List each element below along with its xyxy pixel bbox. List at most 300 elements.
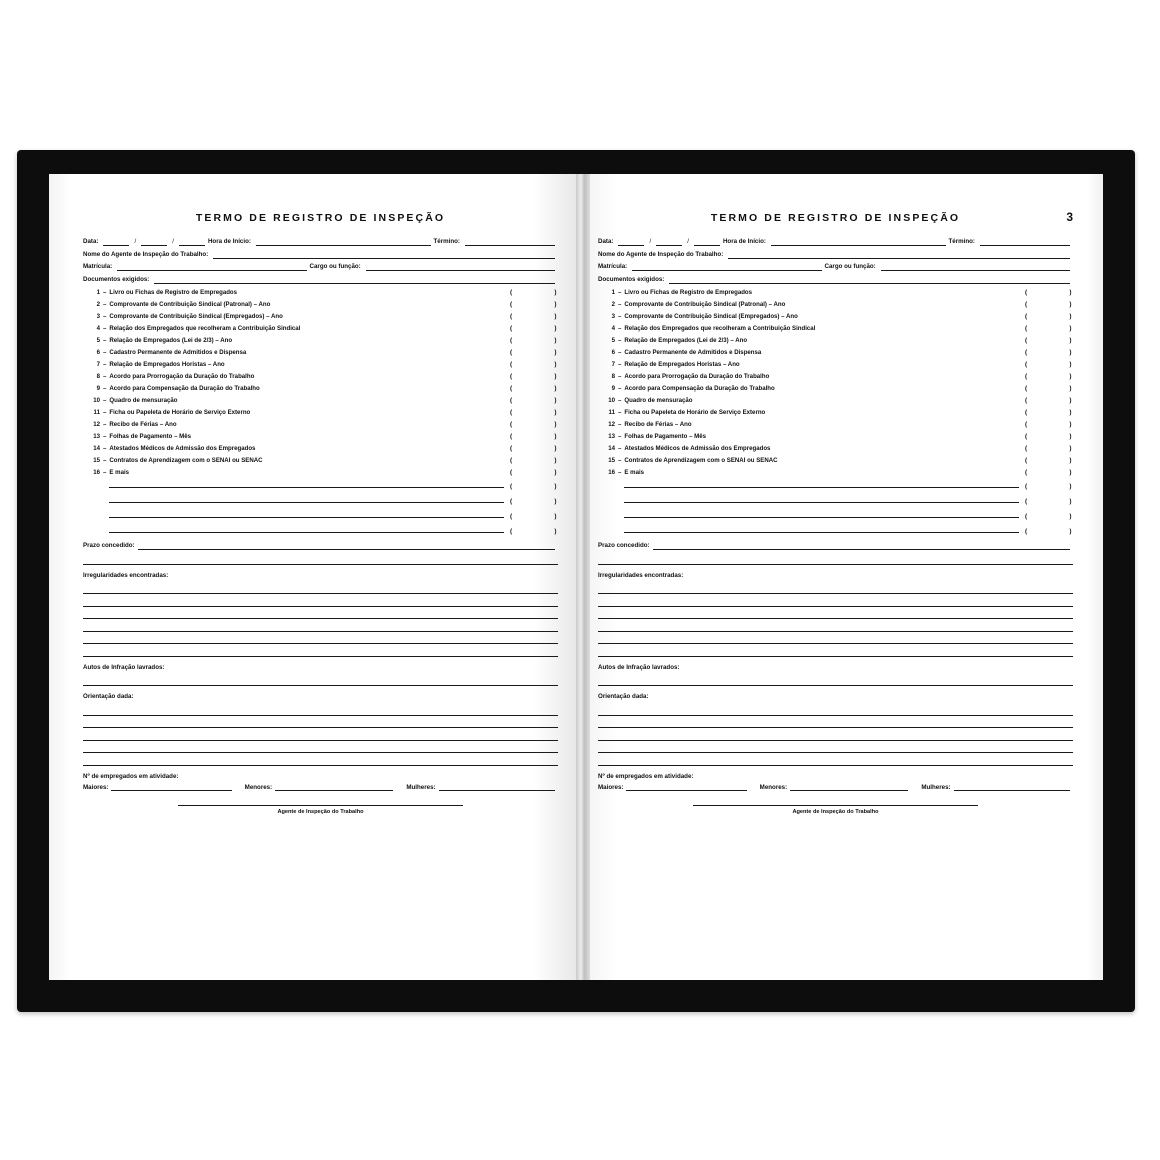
checkbox-open: ( [1025, 301, 1029, 308]
item-label: E mais [624, 469, 645, 476]
item-checkboxes[interactable] [510, 482, 558, 491]
item-label: Atestados Médicos de Admissão dos Empregados [624, 445, 771, 452]
date-year-field[interactable] [694, 238, 720, 246]
item-checkboxes[interactable] [510, 384, 558, 393]
write-line[interactable] [598, 716, 1073, 729]
list-item[interactable] [598, 432, 1073, 441]
employees-women-field[interactable] [954, 783, 1070, 791]
item-number: 4 [611, 325, 615, 332]
list-item[interactable] [598, 384, 1073, 393]
item-dash: – [618, 349, 622, 356]
employees-label: Nº de empregados em atividade: [598, 772, 694, 780]
guidance-label: Orientação dada: [598, 693, 649, 701]
agent-name-row [83, 251, 558, 259]
employees-women-label: Mulheres: [406, 783, 436, 791]
checkbox-open: ( [1025, 337, 1029, 344]
checkbox-open: ( [510, 433, 514, 440]
item-label: Relação de Empregados (Lei dе 2/3) – Ano [624, 337, 748, 344]
checkbox-close: ) [554, 421, 558, 428]
write-line[interactable] [83, 674, 558, 687]
employees-women-label: Mulheres: [921, 783, 951, 791]
date-year-field[interactable] [179, 238, 205, 246]
blank-write-line[interactable] [109, 525, 504, 533]
checkbox-close: ) [1069, 397, 1073, 404]
item-checkboxes[interactable] [1025, 408, 1073, 417]
book-cover [17, 150, 1135, 1012]
start-time-label: Hora de Início: [722, 238, 766, 245]
page-title [83, 212, 558, 224]
checkbox-close: ) [554, 457, 558, 464]
write-line[interactable] [598, 552, 1073, 565]
item-dash: – [618, 325, 622, 332]
list-item-blank[interactable] [598, 480, 1073, 491]
item-checkboxes[interactable] [510, 360, 558, 369]
item-checkboxes[interactable] [1025, 456, 1073, 465]
item-number: 10 [93, 397, 100, 404]
list-item[interactable] [83, 456, 558, 465]
checkbox-open: ( [1025, 313, 1029, 320]
list-item[interactable] [598, 348, 1073, 357]
write-line[interactable] [83, 716, 558, 729]
infraction-lines [598, 674, 1073, 687]
documents-field[interactable] [154, 276, 555, 284]
item-checkboxes[interactable] [510, 324, 558, 333]
list-item[interactable] [598, 372, 1073, 381]
item-dash: – [103, 457, 107, 464]
checkbox-open: ( [1025, 289, 1029, 296]
list-item-blank[interactable] [83, 495, 558, 506]
item-number: 6 [96, 349, 100, 356]
blank-write-line[interactable] [624, 480, 1019, 488]
list-item[interactable] [83, 312, 558, 321]
date-separator-1: / [649, 238, 652, 245]
checkbox-close: ) [554, 337, 558, 344]
item-number: 3 [96, 313, 100, 320]
list-item[interactable] [598, 360, 1073, 369]
checkbox-close: ) [1069, 313, 1073, 320]
item-number: 16 [93, 469, 100, 476]
list-item[interactable] [83, 384, 558, 393]
checkbox-close: ) [1069, 483, 1073, 490]
item-checkboxes[interactable] [510, 444, 558, 453]
date-day-field[interactable] [103, 238, 129, 246]
page-title [598, 212, 1073, 224]
write-line[interactable] [598, 644, 1073, 657]
item-checkboxes[interactable] [510, 456, 558, 465]
item-checkboxes[interactable] [510, 408, 558, 417]
open-book-pages [49, 174, 1103, 980]
list-item-blank[interactable] [598, 525, 1073, 536]
book-spine [576, 174, 590, 980]
list-item[interactable] [83, 396, 558, 405]
page-number: 3 [1066, 210, 1073, 224]
item-dash: – [618, 409, 622, 416]
role-field[interactable] [366, 263, 555, 271]
item-checkboxes[interactable] [510, 420, 558, 429]
item-checkboxes[interactable] [1025, 482, 1073, 491]
checkbox-open: ( [1025, 397, 1029, 404]
item-label: Cadastro Permanente de Admitidos e Dispensa [624, 349, 762, 356]
write-line[interactable] [598, 703, 1073, 716]
checkbox-close: ) [1069, 457, 1073, 464]
checkbox-open: ( [510, 528, 514, 535]
write-line[interactable] [598, 741, 1073, 754]
item-number: 8 [96, 373, 100, 380]
item-number: 9 [96, 385, 100, 392]
registration-field[interactable] [117, 263, 306, 271]
right-form-sheet [576, 174, 1103, 980]
checkbox-open: ( [1025, 349, 1029, 356]
infraction-label: Autos de Infração lavrados: [83, 663, 165, 671]
checkbox-open: ( [510, 361, 514, 368]
agent-name-row [598, 251, 1073, 259]
checkbox-open: ( [510, 349, 514, 356]
documents-row [83, 276, 558, 284]
checkbox-open: ( [1025, 469, 1029, 476]
list-item[interactable] [83, 348, 558, 357]
item-label: Ficha ou Papeleta de Horário de Serviço Externo [109, 409, 251, 416]
write-line[interactable] [598, 594, 1073, 607]
list-item[interactable] [598, 396, 1073, 405]
list-item[interactable] [598, 408, 1073, 417]
write-line[interactable] [83, 619, 558, 632]
registration-field[interactable] [632, 263, 821, 271]
item-checkboxes[interactable] [1025, 348, 1073, 357]
list-item[interactable] [83, 444, 558, 453]
item-checkboxes[interactable] [1025, 497, 1073, 506]
list-item-blank[interactable] [83, 510, 558, 521]
checkbox-close: ) [1069, 337, 1073, 344]
item-checkboxes[interactable] [510, 372, 558, 381]
list-item[interactable] [598, 468, 1073, 477]
item-checkboxes[interactable] [1025, 527, 1073, 536]
item-label: Comprovante de Contribuição Sindical (Empregados) – Ano [624, 313, 798, 320]
write-line[interactable] [83, 753, 558, 766]
write-line[interactable] [598, 619, 1073, 632]
checkbox-open: ( [510, 397, 514, 404]
checkbox-open: ( [510, 313, 514, 320]
list-item[interactable] [598, 312, 1073, 321]
deadline-row [83, 542, 558, 550]
item-checkboxes[interactable] [1025, 420, 1073, 429]
item-checkboxes[interactable] [1025, 372, 1073, 381]
checkbox-close: ) [554, 445, 558, 452]
item-label: Folhas de Pagamento – Mês [109, 433, 192, 440]
write-line[interactable] [83, 703, 558, 716]
list-item[interactable] [83, 360, 558, 369]
checkbox-open: ( [1025, 457, 1029, 464]
write-line[interactable] [598, 607, 1073, 620]
item-label: Acordo para Prorrogação da Duração do Trabalho [624, 373, 770, 380]
item-dash: – [103, 373, 107, 380]
guidance-lines [83, 703, 558, 766]
list-item[interactable] [83, 420, 558, 429]
item-checkboxes[interactable] [1025, 288, 1073, 297]
end-time-field[interactable] [465, 238, 555, 246]
write-line[interactable] [598, 728, 1073, 741]
item-number: 10 [608, 397, 615, 404]
signature-line[interactable] [693, 805, 978, 807]
item-dash: – [103, 397, 107, 404]
write-line[interactable] [83, 644, 558, 657]
item-number: 12 [608, 421, 615, 428]
item-label: Acordo para Compensação da Duração do Trabalho [624, 385, 775, 392]
list-item[interactable] [83, 324, 558, 333]
checkbox-open: ( [510, 457, 514, 464]
blank-write-line[interactable] [624, 495, 1019, 503]
checkbox-close: ) [1069, 421, 1073, 428]
item-dash: – [103, 385, 107, 392]
item-checkboxes[interactable] [1025, 324, 1073, 333]
checkbox-close: ) [1069, 433, 1073, 440]
checkbox-close: ) [1069, 385, 1073, 392]
item-number: 16 [608, 469, 615, 476]
checkbox-close: ) [1069, 513, 1073, 520]
write-line[interactable] [598, 753, 1073, 766]
end-time-label: Término: [433, 238, 460, 245]
item-number: 6 [611, 349, 615, 356]
list-item[interactable] [83, 336, 558, 345]
checkbox-open: ( [1025, 498, 1029, 505]
start-time-label: Hora de Início: [207, 238, 251, 245]
deadline-label: Prazo concedido: [83, 542, 135, 550]
employees-minors-field[interactable] [790, 783, 908, 791]
irregularities-label: Irregularidades encontradas: [83, 571, 169, 579]
write-line[interactable] [83, 552, 558, 565]
list-item[interactable] [598, 444, 1073, 453]
checkbox-close: ) [554, 469, 558, 476]
write-line[interactable] [83, 607, 558, 620]
employees-adults-field[interactable] [626, 783, 746, 791]
checkbox-open: ( [510, 373, 514, 380]
right-page [576, 174, 1103, 980]
date-separator-2: / [687, 238, 689, 245]
item-checkboxes[interactable] [510, 468, 558, 477]
blank-write-line[interactable] [624, 525, 1019, 533]
item-checkboxes[interactable] [510, 497, 558, 506]
checkbox-open: ( [1025, 409, 1029, 416]
item-label: Relação de Empregados (Lei dе 2/3) – Ano [109, 337, 233, 344]
checkbox-close: ) [554, 313, 558, 320]
item-checkboxes[interactable] [1025, 432, 1073, 441]
document-checklist [598, 288, 1073, 536]
checkbox-open: ( [510, 421, 514, 428]
item-checkboxes[interactable] [1025, 512, 1073, 521]
checkbox-open: ( [510, 301, 514, 308]
item-label: Comprovante de Contribuição Sindical (Patronal) – Ano [624, 301, 786, 308]
list-item[interactable] [83, 432, 558, 441]
date-month-field[interactable] [656, 238, 682, 246]
agent-name-field[interactable] [728, 251, 1070, 259]
item-checkboxes[interactable] [510, 312, 558, 321]
checkbox-open: ( [510, 513, 514, 520]
blank-write-line[interactable] [624, 510, 1019, 518]
checkbox-close: ) [554, 483, 558, 490]
item-checkboxes[interactable] [1025, 444, 1073, 453]
item-dash: – [103, 361, 107, 368]
item-dash: – [618, 457, 622, 464]
write-line[interactable] [83, 594, 558, 607]
list-item-blank[interactable] [83, 525, 558, 536]
documents-label: Documentos exigidos: [83, 275, 150, 283]
item-checkboxes[interactable] [510, 527, 558, 536]
write-line[interactable] [83, 632, 558, 645]
checkbox-close: ) [1069, 301, 1073, 308]
employees-minors-field[interactable] [275, 783, 393, 791]
item-dash: – [618, 469, 622, 476]
item-dash: – [618, 313, 622, 320]
irregularities-lines [83, 582, 558, 657]
item-label: Acordo para Compensação da Duração do Trabalho [109, 385, 260, 392]
item-label: Relação dos Empregados que recolheram a Contribuição Sindical [109, 325, 301, 332]
item-dash: – [618, 421, 622, 428]
employees-adults-field[interactable] [111, 783, 231, 791]
list-item[interactable] [83, 408, 558, 417]
deadline-row [598, 542, 1073, 550]
list-item[interactable] [598, 336, 1073, 345]
signature-line[interactable] [178, 805, 463, 807]
checkbox-close: ) [554, 289, 558, 296]
blank-write-line[interactable] [109, 495, 504, 503]
checkbox-open: ( [510, 483, 514, 490]
item-label: Relação de Empregados Horistas – Ano [624, 361, 740, 368]
item-checkboxes[interactable] [510, 300, 558, 309]
item-checkboxes[interactable] [510, 336, 558, 345]
end-time-field[interactable] [980, 238, 1070, 246]
deadline-lines [598, 552, 1073, 565]
item-dash: – [103, 337, 107, 344]
employees-adults-cell [83, 783, 235, 791]
guidance-lines [598, 703, 1073, 766]
checkbox-open: ( [510, 325, 514, 332]
item-dash: – [618, 337, 622, 344]
date-separator-1: / [134, 238, 137, 245]
list-item[interactable] [598, 420, 1073, 429]
item-checkboxes[interactable] [1025, 300, 1073, 309]
role-field[interactable] [881, 263, 1070, 271]
deadline-field[interactable] [138, 542, 555, 550]
start-time-field[interactable] [256, 238, 431, 246]
list-item[interactable] [598, 324, 1073, 333]
registration-row [83, 263, 558, 271]
agent-name-label: Nome do Agente de Inspeção do Trabalho: [598, 250, 724, 258]
write-line[interactable] [83, 741, 558, 754]
item-checkboxes[interactable] [1025, 336, 1073, 345]
date-time-row [598, 238, 1073, 246]
item-number: 12 [93, 421, 100, 428]
item-dash: – [618, 373, 622, 380]
write-line[interactable] [83, 728, 558, 741]
documents-field[interactable] [669, 276, 1070, 284]
checkbox-close: ) [554, 433, 558, 440]
infraction-label: Autos de Infração lavrados: [598, 663, 680, 671]
item-checkboxes[interactable] [510, 512, 558, 521]
guidance-label: Orientação dada: [83, 693, 134, 701]
item-checkboxes[interactable] [1025, 360, 1073, 369]
employees-women-cell [406, 783, 558, 791]
date-day-field[interactable] [618, 238, 644, 246]
item-number: 14 [608, 445, 615, 452]
checkbox-open: ( [510, 337, 514, 344]
item-dash: – [618, 445, 622, 452]
checkbox-close: ) [1069, 361, 1073, 368]
checkbox-open: ( [510, 445, 514, 452]
item-dash: – [618, 361, 622, 368]
item-dash: – [618, 301, 622, 308]
deadline-label: Prazo concedido: [598, 542, 650, 550]
list-item[interactable] [598, 300, 1073, 309]
checkbox-close: ) [554, 409, 558, 416]
signature-block [83, 805, 558, 815]
list-item-blank[interactable] [598, 495, 1073, 506]
list-item[interactable] [83, 468, 558, 477]
list-item[interactable] [598, 456, 1073, 465]
item-dash: – [103, 409, 107, 416]
list-item-blank[interactable] [598, 510, 1073, 521]
checkbox-close: ) [554, 325, 558, 332]
checkbox-open: ( [1025, 433, 1029, 440]
item-checkboxes[interactable] [1025, 312, 1073, 321]
checkbox-open: ( [1025, 445, 1029, 452]
item-number: 8 [611, 373, 615, 380]
item-label: Acordo para Prorrogação da Duração do Trabalho [109, 373, 255, 380]
signature-caption: Agente de Inspeção do Trabalho [792, 808, 879, 815]
checkbox-close: ) [1069, 373, 1073, 380]
list-item[interactable] [83, 300, 558, 309]
item-checkboxes[interactable] [510, 348, 558, 357]
checkbox-close: ) [554, 397, 558, 404]
start-time-field[interactable] [771, 238, 946, 246]
checkbox-open: ( [510, 385, 514, 392]
item-dash: – [103, 469, 107, 476]
item-checkboxes[interactable] [1025, 384, 1073, 393]
registration-label: Matrícula: [598, 263, 628, 270]
agent-name-field[interactable] [213, 251, 555, 259]
write-line[interactable] [83, 582, 558, 595]
deadline-lines [83, 552, 558, 565]
page-title-text: TERMO DE REGISTRO DE INSPEÇÃO [195, 212, 446, 224]
item-number: 1 [96, 289, 100, 296]
employees-minors-cell [245, 783, 397, 791]
date-label: Data: [598, 238, 614, 245]
write-line[interactable] [598, 582, 1073, 595]
item-checkboxes[interactable] [510, 396, 558, 405]
checkbox-open: ( [1025, 361, 1029, 368]
employees-women-field[interactable] [439, 783, 555, 791]
deadline-field[interactable] [653, 542, 1070, 550]
checkbox-close: ) [554, 385, 558, 392]
item-number: 7 [96, 361, 100, 368]
write-line[interactable] [598, 632, 1073, 645]
item-number: 15 [608, 457, 615, 464]
checkbox-open: ( [1025, 421, 1029, 428]
list-item-blank[interactable] [83, 480, 558, 491]
item-checkboxes[interactable] [1025, 396, 1073, 405]
blank-write-line[interactable] [109, 510, 504, 518]
item-checkboxes[interactable] [1025, 468, 1073, 477]
list-item[interactable] [598, 288, 1073, 297]
list-item[interactable] [83, 288, 558, 297]
item-label: Comprovante de Contribuição Sindical (Empregados) – Ano [109, 313, 283, 320]
item-checkboxes[interactable] [510, 288, 558, 297]
item-label: Quadro de mensuração [109, 397, 178, 404]
item-checkboxes[interactable] [510, 432, 558, 441]
list-item[interactable] [83, 372, 558, 381]
write-line[interactable] [598, 674, 1073, 687]
blank-write-line[interactable] [109, 480, 504, 488]
signature-block [598, 805, 1073, 815]
date-month-field[interactable] [141, 238, 167, 246]
